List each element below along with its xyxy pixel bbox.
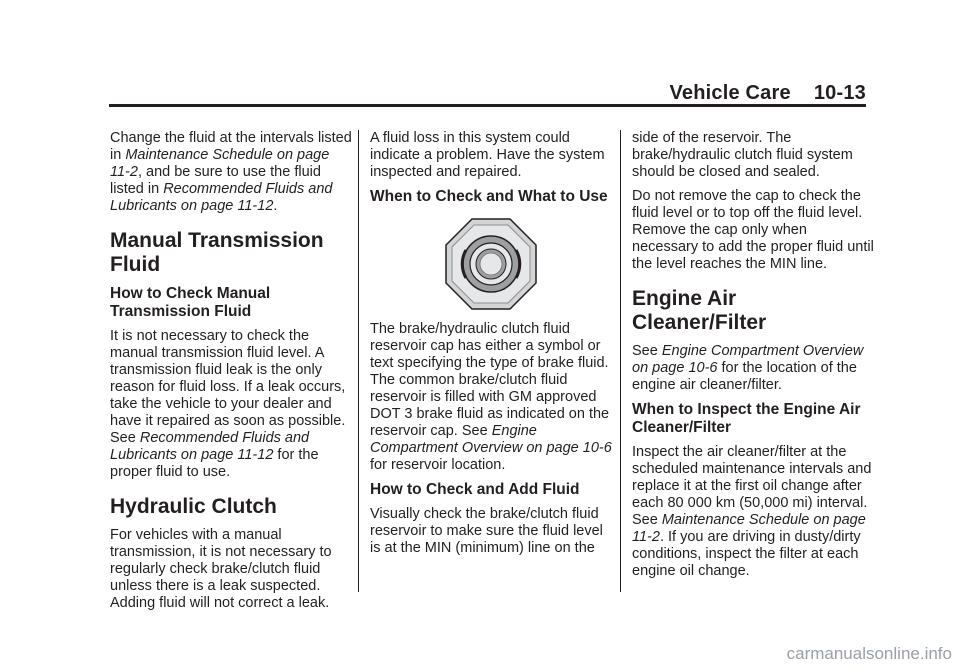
intro-text-2: , and be sure to use the fluid listed in — [110, 164, 321, 197]
intro-text-3: . — [273, 198, 278, 214]
inspect-paragraph — [632, 444, 874, 580]
column-3 — [632, 130, 874, 587]
recommended-fluids-link: Recommended Fluids and Lubricants on page 11-12 — [110, 181, 333, 214]
cap-text-2: for reservoir location. — [370, 457, 506, 473]
fluid-loss-paragraph: A fluid loss in this system could indicate a problem. Have the system inspected and repaired. — [370, 130, 605, 180]
reservoir-cap-paragraph — [370, 321, 612, 474]
maintenance-schedule-link-2: Maintenance Schedule on page 11-2 — [632, 512, 866, 545]
running-head — [669, 82, 866, 105]
header-rule — [109, 104, 866, 107]
heading-how-to-check-manual: How to Check Manual Transmission Fluid — [110, 285, 271, 320]
page-number: 10-13 — [813, 82, 866, 104]
heading-how-to-check-and-add: How to Check and Add Fluid — [370, 481, 580, 498]
hydraulic-paragraph: For vehicles with a manual transmission, it is not necessary to regularly check brake/clutch fluid unless there is a leak suspected. Adding fluid will not correct a leak. — [110, 527, 332, 611]
cap-text-1: The brake/hydraulic clutch fluid reservoir cap has either a symbol or text specifying the type of brake fluid. The common brake/clutch fluid reservoir is filled with GM approved DOT 3 brake fluid as indicated on the reservoir cap. See — [370, 321, 610, 439]
recommended-fluids-link-2: Recommended Fluids and Lubricants on page 11-12 — [110, 430, 310, 463]
intro-text-1: Change the fluid at the intervals listed in — [110, 130, 352, 163]
air-text-2: for the location of the engine air cleaner/filter. — [632, 360, 857, 393]
check-add-paragraph: Visually check the brake/clutch fluid reservoir to make sure the fluid level is at the MIN (minimum) line on the — [370, 506, 603, 556]
intro-paragraph — [110, 130, 352, 215]
heading-when-to-check: When to Check and What to Use — [370, 188, 608, 205]
page-header — [0, 0, 960, 108]
inspect-text-2: . If you are driving in dusty/dirty conditions, inspect the filter at each engine oil change. — [632, 529, 861, 579]
column-divider-2 — [620, 130, 621, 592]
brake-clutch-reservoir-cap-icon — [444, 217, 538, 311]
heading-engine-air-cleaner: Engine Air Cleaner/Filter — [632, 287, 767, 334]
engine-compartment-link-2: Engine Compartment Overview on page 10-6 — [632, 343, 864, 376]
inspect-text-1: Inspect the air cleaner/filter at the scheduled maintenance intervals and replace it at the first oil change after each 80 000 km (50,000 mi) interval. See — [632, 444, 872, 528]
cap-remove-paragraph: Do not remove the cap to check the fluid level or to top off the fluid level. Remove the cap only when necessary to add the proper fluid until the level reaches the MIN line. — [632, 188, 874, 272]
heading-hydraulic-clutch: Hydraulic Clutch — [110, 495, 277, 518]
continued-paragraph: side of the reservoir. The brake/hydraulic clutch fluid system should be closed and sealed. — [632, 130, 853, 180]
column-2 — [370, 130, 612, 564]
air-text-1: See — [632, 343, 662, 359]
check-manual-text-1: It is not necessary to check the manual transmission fluid level. A transmission fluid leak is the only reason for fluid loss. If a leak occurs, take the vehicle to your dealer and have it repaired as soon as possible. See — [110, 328, 346, 446]
column-1 — [110, 130, 352, 619]
engine-compartment-link: Engine Compartment Overview on page 10-6 — [370, 423, 612, 456]
check-manual-text-2: for the proper fluid to use. — [110, 447, 319, 480]
reservoir-cap-figure — [370, 213, 612, 321]
heading-when-to-inspect: When to Inspect the Engine Air Cleaner/Filter — [632, 401, 861, 436]
air-cleaner-paragraph — [632, 343, 874, 394]
maintenance-schedule-link: Maintenance Schedule on page 11-2 — [110, 147, 330, 180]
column-divider-1 — [358, 130, 359, 592]
check-manual-paragraph — [110, 328, 352, 481]
section-title: Vehicle Care — [669, 82, 791, 104]
heading-manual-transmission-fluid: Manual Transmission Fluid — [110, 229, 324, 276]
watermark-text: carmanualsonline.info — [786, 644, 952, 663]
